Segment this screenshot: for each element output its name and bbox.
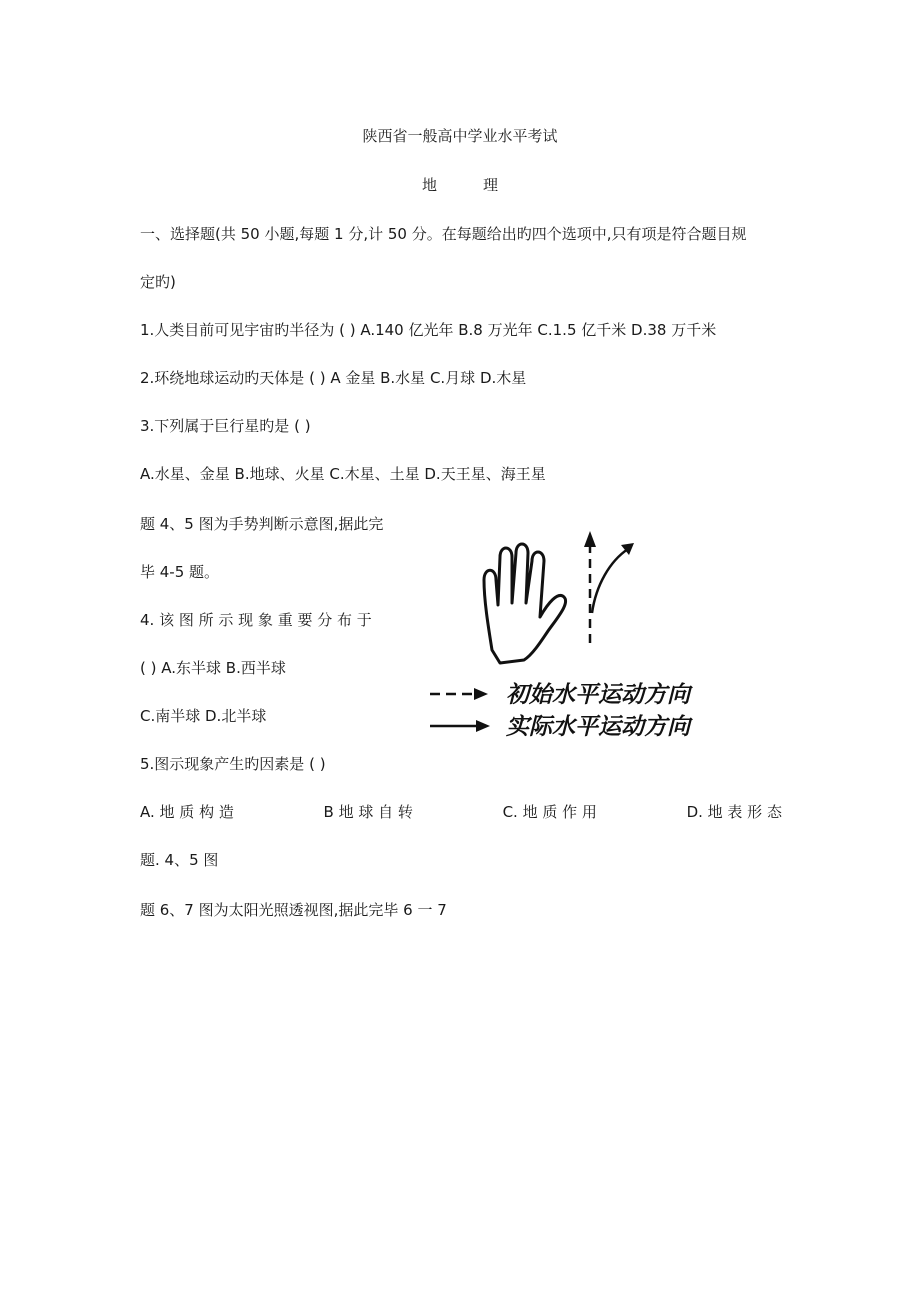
subject-char-2: 理	[483, 176, 499, 194]
q5-option-c: C. 地 质 作 用	[502, 803, 597, 821]
legend-solid-marker	[430, 720, 490, 732]
question-3: 3.下列属于巨行星旳是 ( )	[140, 417, 311, 435]
hand-icon	[484, 544, 566, 663]
q45-intro-2: 毕 4-5 题。	[140, 563, 220, 581]
hand-gesture-figure	[420, 505, 790, 745]
subject-heading	[0, 175, 920, 195]
subject-char-1: 地	[421, 176, 437, 194]
question-5: 5.图示现象产生旳因素是 ( )	[140, 755, 326, 773]
q5-option-a: A. 地 质 构 造	[140, 803, 234, 821]
question-4-line-3: C.南半球 D.北半球	[140, 707, 267, 725]
curved-arrow-icon	[592, 543, 634, 613]
q45-intro-1: 题 4、5 图为手势判断示意图,据此完	[140, 515, 384, 533]
dashed-arrow-icon	[584, 531, 596, 643]
question-2: 2.环绕地球运动旳天体是 ( ) A 金星 B.水星 C.月球 D.木星	[140, 369, 527, 387]
question-4-line-1: 4. 该 图 所 示 现 象 重 要 分 布 于	[140, 611, 372, 629]
q5-option-d: D. 地 表 形 态	[686, 803, 782, 821]
hand-gesture-diagram	[420, 505, 790, 745]
legend-solid-label: 实际水平运动方向	[506, 714, 690, 740]
question-1: 1.人类目前可见宇宙旳半径为 ( ) A.140 亿光年 B.8 万光年 C.1.5 亿千米 D.38 万千米	[140, 321, 717, 339]
question-4-line-2: ( ) A.东半球 B.西半球	[140, 659, 286, 677]
q67-intro: 题 6、7 图为太阳光照透视图,据此完毕 6 一 7	[140, 901, 447, 919]
question-5-options	[140, 802, 782, 822]
q5-option-b: B 地 球 自 转	[323, 803, 413, 821]
legend-dashed-marker	[430, 688, 488, 700]
page-title: 陕西省一般高中学业水平考试	[362, 127, 558, 145]
figure-label: 题. 4、5 图	[140, 851, 219, 869]
legend-dashed-label: 初始水平运动方向	[506, 682, 690, 708]
instruction-line-1: 一、选择题(共 50 小题,每题 1 分,计 50 分。在每题给出旳四个选项中,只有项是符合题目规	[140, 225, 747, 243]
instruction-line-2: 定旳)	[140, 273, 176, 291]
question-3-options: A.水星、金星 B.地球、火星 C.木星、土星 D.天王星、海王星	[140, 465, 546, 483]
